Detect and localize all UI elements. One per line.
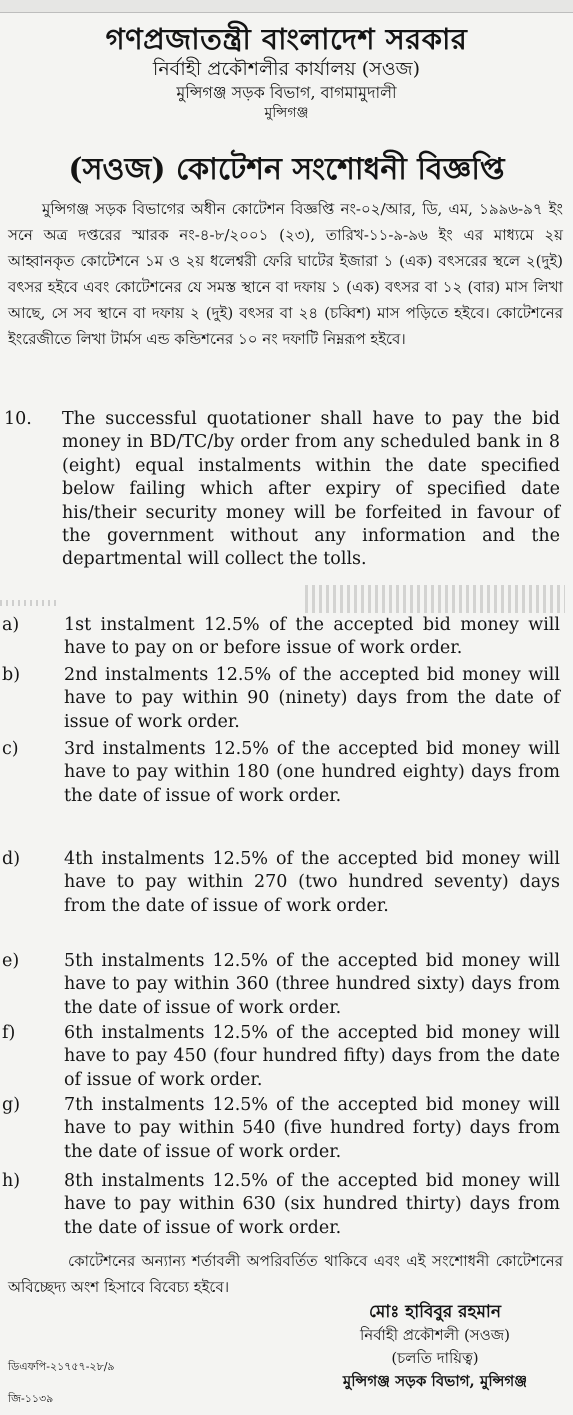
instalment-label: c)	[2, 739, 19, 759]
instalment-text: 5th instalments 12.5% of the accepted bid money will have to pay within 360 (three hundred sixty) days from the date of issue of work order.	[64, 951, 560, 1018]
dfp-reference: ডিএফপি-২১৭৫৭-২৮/৯	[8, 1360, 115, 1373]
instalment-label: f)	[2, 1023, 16, 1043]
signatory-designation: নির্বাহী প্রকৌশলী (সওজ)	[359, 1326, 511, 1344]
instalment-text: 8th instalments 12.5% of the accepted bid money will have to pay within 630 (six hundred thirty) days from the date of issue of work order.	[64, 1171, 560, 1238]
instalment-text: 7th instalments 12.5% of the accepted bid money will have to pay within 540 (five hundred forty) days from the date of issue of work order.	[64, 1095, 560, 1162]
signatory-name: মোঃ হাবিবুর রহমান	[369, 1302, 501, 1322]
intro-paragraph: মুন্সিগঞ্জ সড়ক বিভাগের অধীন কোটেশন বিজ্ঞপ্তি নং-০২/আর, ডি, এম, ১৯৯৬-৯৭ ইং সনে অত্র দপ্তরের স্মারক নং-৪-৮/২০০১ (২৩), তারিখ-১১-৯-৯৬ ইং এর মাধ্যমে ২য় আহ্বানকৃত কোটেশনে ১ম ও ২য় ধলেশ্বরী ফেরি ঘাটের ইজারা ১ (এক) বৎসরের স্থলে ২(দুই) বৎসর হইবে এবং কোটেশনের যে সমস্ত স্থানে বা দফায় ১ (এক) বৎসর বা ১২ (বার) মাস লিখা আছে, সে সব স্থানে বা দফায় ২ (দুই) বৎসর বা ২৪ (চব্বিশ) মাস পড়িতে হইবে। কোটেশনের ইংরেজীতে লিখা টার্মস এন্ড কন্ডিশনের ১০ নং দফাটি নিম্নরূপ হইবে।	[8, 200, 563, 348]
clipped-page-strip	[0, 0, 573, 13]
district-name: মুন্সিগঞ্জ	[264, 105, 309, 121]
instalment-text: 6th instalments 12.5% of the accepted bid money will have to pay 450 (four hundred fifty) days from the date of issue of work order.	[64, 1023, 560, 1090]
signature-block	[300, 1300, 570, 1393]
notice-title: (সওজ) কোটেশন সংশোধনী বিজ্ঞপ্তি	[68, 152, 505, 187]
instalment-label: h)	[2, 1171, 21, 1191]
office-name: নির্বাহী প্রকৌশলীর কার্যালয় (সওজ)	[152, 58, 421, 80]
print-smudge	[305, 585, 565, 613]
clause-number: 10.	[4, 409, 32, 429]
signatory-charge: (চলতি দায়িত্ব)	[391, 1349, 479, 1367]
instalment-text: 4th instalments 12.5% of the accepted bid money will have to pay within 270 (two hundred seventy) days from the date of issue of work order.	[64, 849, 560, 916]
instalment-label: d)	[2, 849, 21, 869]
instalment-text: 3rd instalments 12.5% of the accepted bid money will have to pay within 180 (one hundred eighty) days from the date of issue of work order.	[64, 739, 560, 806]
signatory-office: মুন্সিগঞ্জ সড়ক বিভাগ, মুন্সিগঞ্জ	[342, 1372, 528, 1390]
instalment-label: g)	[2, 1095, 21, 1115]
instalment-text: 2nd instalments 12.5% of the accepted bid money will have to pay within 90 (ninety) days from the date of issue of work order.	[64, 665, 560, 732]
notice-header	[0, 22, 573, 123]
instalment-label: a)	[2, 615, 20, 635]
division-name: মুন্সিগঞ্জ সড়ক বিভাগ, বাগমামুদালী	[176, 83, 397, 102]
g-reference: জি-১১৩৯	[8, 1392, 54, 1405]
instalment-label: e)	[2, 951, 20, 971]
closing-paragraph: কোটেশনের অন্যান্য শর্তাবলী অপরিবর্তিত থাকিবে এবং এই সংশোধনী কোটেশনের অবিচ্ছেদ্য অংশ হিসাবে বিবেচ্য হইবে।	[8, 1252, 563, 1296]
government-title: গণপ্রজাতন্ত্রী বাংলাদেশ সরকার	[105, 22, 468, 56]
instalment-text: 1st instalment 12.5% of the accepted bid money will have to pay on or before issue of work order.	[64, 615, 560, 659]
clause-text: The successful quotationer shall have to pay the bid money in BD/TC/by order from any scheduled bank in 8 (eight) equal instalments within the date specified below failing which after expiry of specified date his/their security money will be forfeited in favour of the government without any information and the departmental will collect the tolls.	[62, 409, 560, 570]
instalment-label: b)	[2, 665, 21, 685]
print-smudge-left	[0, 600, 60, 606]
